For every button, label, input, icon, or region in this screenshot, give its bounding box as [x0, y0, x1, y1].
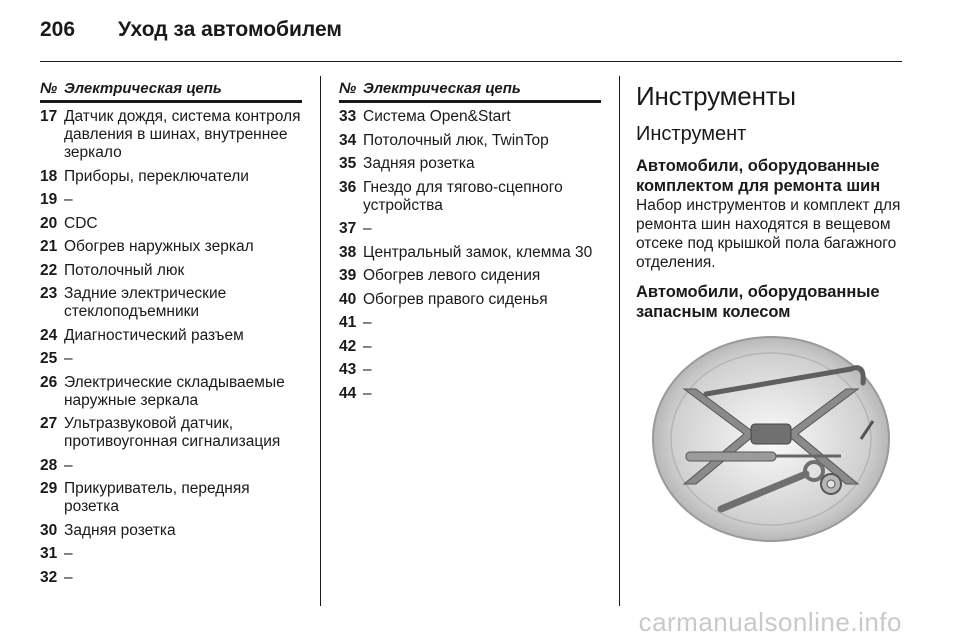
circuit-name: – — [64, 456, 73, 474]
fuse-number: 41 — [339, 314, 357, 331]
table-row — [339, 338, 601, 356]
table-row — [40, 350, 302, 368]
fuse-number: 38 — [339, 243, 357, 261]
circuit-name: – — [64, 191, 73, 208]
circuit-name: – — [363, 361, 372, 378]
spare-wheel-tools-icon — [636, 334, 906, 544]
table-row — [339, 314, 601, 332]
page-header — [40, 18, 342, 48]
table-row — [40, 191, 302, 209]
circuit-name: Задняя розетка — [64, 521, 176, 539]
circuit-name: Ультразвуковой датчик, противоугонная сигнализация — [64, 415, 281, 450]
table-row — [40, 168, 302, 186]
fuse-number: 23 — [40, 285, 58, 302]
fuse-number: 29 — [40, 480, 58, 497]
page-number: 206 — [40, 18, 76, 41]
circuit-name: Датчик дождя, система контроля давления в шинах, внутреннее зеркало — [64, 108, 301, 161]
fuse-number: 26 — [40, 373, 58, 391]
table-row — [40, 480, 302, 516]
circuit-name: – — [64, 568, 73, 586]
circuit-name: Центральный замок, клемма 30 — [363, 243, 593, 261]
table-row — [339, 361, 601, 379]
table-row — [339, 267, 601, 285]
table-row — [339, 244, 601, 262]
circuit-name: CDC — [64, 214, 98, 232]
circuit-name: – — [363, 337, 372, 355]
fuse-number: 17 — [40, 108, 58, 125]
fuse-number: 24 — [40, 326, 58, 344]
section-title: Инструменты — [636, 81, 796, 111]
table-header-label: Электрическая цепь — [64, 80, 222, 97]
fuse-number: 18 — [40, 167, 58, 185]
block2-heading: Автомобили, оборудованные запасным колесом — [636, 283, 880, 321]
fuse-number: 33 — [339, 108, 357, 125]
circuit-name: Задняя розетка — [363, 155, 475, 172]
fuse-number: 36 — [339, 178, 357, 196]
circuit-name: Система Open&Start — [363, 108, 511, 125]
table-row — [40, 285, 302, 321]
fuse-number: 37 — [339, 220, 357, 237]
table-header-num: № — [339, 80, 357, 97]
fuse-number: 25 — [40, 350, 58, 367]
table-row — [40, 545, 302, 563]
table-row — [40, 238, 302, 256]
circuit-name: Электрические складываемые наружные зеркала — [64, 373, 285, 409]
table-row — [339, 291, 601, 309]
table-row — [339, 220, 601, 238]
fuse-number: 40 — [339, 290, 357, 308]
column-divider-1 — [320, 76, 321, 606]
header-rule — [40, 61, 902, 62]
circuit-name: – — [363, 384, 372, 402]
fuse-number: 31 — [40, 545, 58, 562]
table-row — [339, 385, 601, 403]
fuse-number: 32 — [40, 568, 58, 586]
circuit-name: Потолочный люк — [64, 261, 185, 279]
table-row — [40, 327, 302, 345]
fuse-number: 44 — [339, 384, 357, 402]
circuit-name: Гнездо для тягово-сцепного устройства — [363, 178, 563, 214]
fuse-table-left — [40, 80, 302, 592]
column-divider-2 — [619, 76, 620, 606]
fuse-number: 21 — [40, 238, 58, 255]
circuit-name: Диагностический разъем — [64, 326, 244, 344]
circuit-name: Задние электрические стеклоподъемники — [64, 285, 227, 320]
tools-section — [636, 80, 906, 544]
table-row — [339, 108, 601, 126]
circuit-name: Приборы, переключатели — [64, 167, 249, 185]
fuse-number: 30 — [40, 521, 58, 539]
circuit-name: Потолочный люк, TwinTop — [363, 131, 549, 149]
circuit-name: Обогрев наружных зеркал — [64, 238, 254, 255]
fuse-number: 19 — [40, 191, 58, 208]
circuit-name: Обогрев левого сидения — [363, 267, 541, 284]
chapter-title: Уход за автомобилем — [118, 18, 342, 41]
table-row — [40, 108, 302, 162]
section-subtitle: Инструмент — [636, 123, 747, 145]
fuse-number: 39 — [339, 267, 357, 284]
fuse-table-right — [339, 80, 601, 408]
fuse-number: 42 — [339, 337, 357, 355]
table-row — [40, 415, 302, 451]
block1-text: Набор инструментов и комплект для ремонта шин находятся в вещевом отсеке под крышкой пола багажного отделения. — [636, 197, 901, 271]
table-header-label: Электрическая цепь — [363, 80, 521, 97]
watermark: carmanualsonline.info — [638, 607, 902, 637]
circuit-name: – — [363, 314, 372, 331]
table-row — [40, 374, 302, 410]
table-row — [40, 522, 302, 540]
table-row — [339, 155, 601, 173]
circuit-name: – — [64, 545, 73, 562]
table-row — [40, 215, 302, 233]
circuit-name: Обогрев правого сиденья — [363, 290, 548, 308]
table-row — [40, 457, 302, 475]
circuit-name: – — [64, 350, 73, 367]
table-row — [40, 262, 302, 280]
fuse-number: 20 — [40, 214, 58, 232]
table-row — [339, 179, 601, 215]
table-header — [40, 80, 302, 103]
fuse-number: 43 — [339, 361, 357, 378]
fuse-number: 27 — [40, 415, 58, 432]
table-row — [40, 569, 302, 587]
block1-heading: Автомобили, оборудованные комплектом для ремонта шин — [636, 157, 881, 195]
circuit-name: – — [363, 220, 372, 237]
spare-wheel-tools-illustration — [636, 334, 906, 544]
circuit-name: Прикуриватель, передняя розетка — [64, 480, 250, 515]
fuse-number: 22 — [40, 261, 58, 279]
fuse-number: 34 — [339, 131, 357, 149]
fuse-number: 28 — [40, 456, 58, 474]
table-header — [339, 80, 601, 103]
fuse-number: 35 — [339, 155, 357, 172]
table-header-num: № — [40, 80, 58, 97]
table-row — [339, 132, 601, 150]
